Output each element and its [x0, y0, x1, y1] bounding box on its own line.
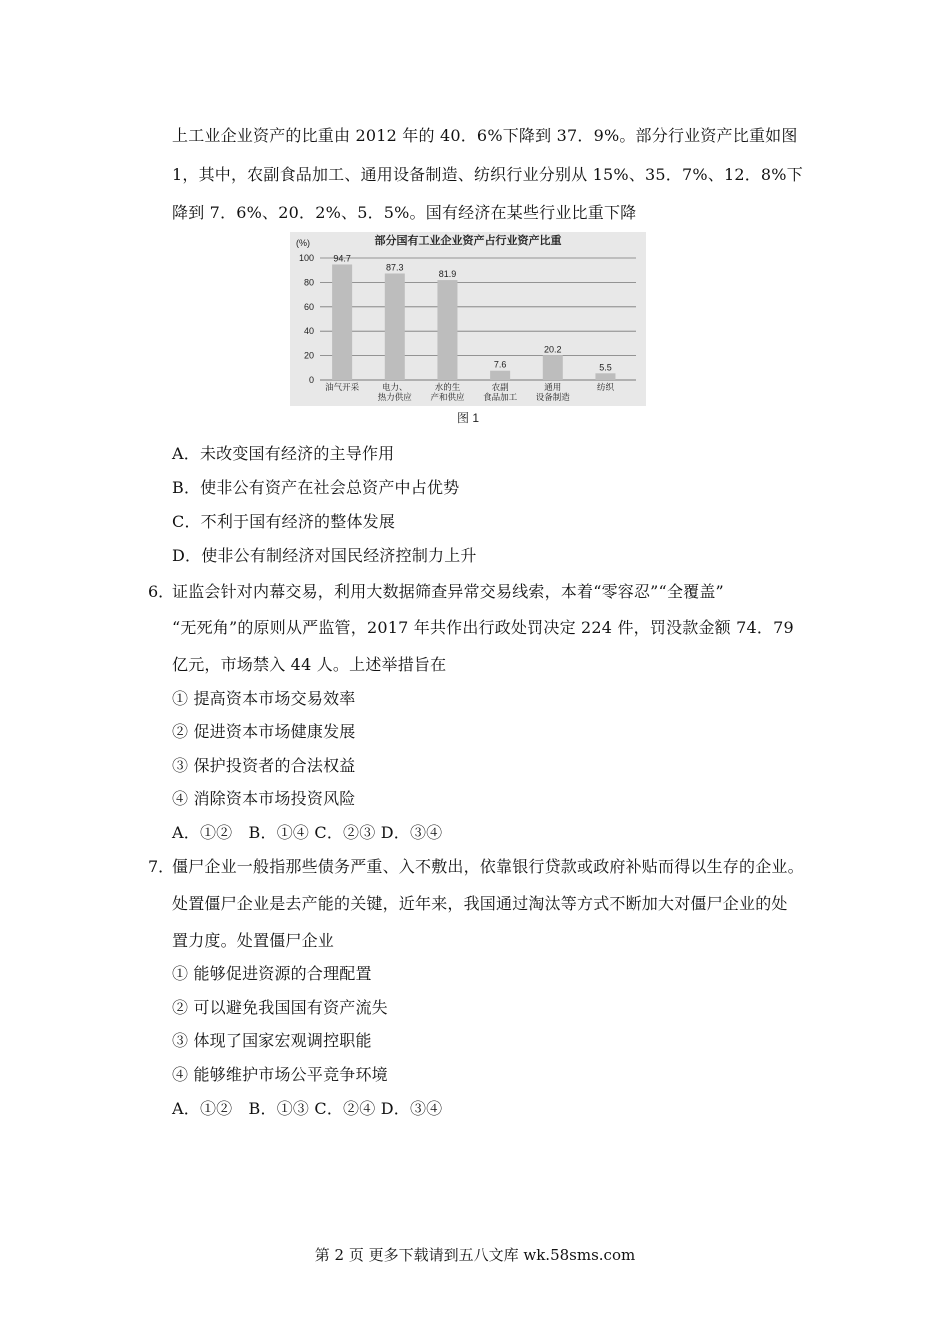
- q7-item-2: ② 可以避免我国国有资产流失: [172, 998, 388, 1017]
- bar: [595, 373, 615, 380]
- bar: [437, 280, 457, 380]
- y-tick-label: 0: [308, 375, 314, 385]
- q7-item-4: ④ 能够维护市场公平竞争环境: [172, 1065, 388, 1084]
- y-tick-label: 80: [303, 277, 314, 288]
- x-category-label: 电力、: [382, 382, 408, 392]
- q7-stem-line-3: 置力度。处置僵尸企业: [172, 931, 335, 950]
- bar-value-label: 87.3: [386, 262, 404, 273]
- bar: [385, 273, 405, 380]
- industry-asset-share-chart: [290, 232, 646, 428]
- y-tick-label: 100: [298, 253, 314, 263]
- q5-option-d: D．使非公有制经济对国民经济控制力上升: [172, 546, 477, 565]
- x-category-label: 水的生: [434, 382, 461, 392]
- q5-option-b: B．使非公有资产在社会总资产中占优势: [172, 478, 460, 497]
- q6-item-1: ① 提高资本市场交易效率: [172, 689, 356, 708]
- x-category-label: 通用: [544, 382, 562, 392]
- x-category-label: 农副: [491, 382, 509, 392]
- bar-value-label: 94.7: [333, 253, 351, 264]
- q7-item-1: ① 能够促进资源的合理配置: [172, 964, 372, 983]
- y-tick-label: 60: [303, 301, 314, 312]
- bar: [332, 264, 352, 380]
- x-category-label: 油气开采: [325, 382, 360, 392]
- page-footer: 第 2 页 更多下载请到五八文库 wk.58sms.com: [314, 1246, 636, 1264]
- x-category-label: 产和供应: [430, 392, 465, 402]
- x-category-label: 食品加工: [483, 392, 518, 402]
- q6-item-4: ④ 消除资本市场投资风险: [172, 789, 356, 808]
- bar: [543, 355, 563, 380]
- q7-item-3: ③ 体现了国家宏观调控职能: [172, 1031, 372, 1050]
- q6-stem-line-3: 亿元，市场禁入 44 人。上述举措旨在: [172, 655, 447, 674]
- q7-answers: A．①② B．①③ C．②④ D．③④: [172, 1099, 443, 1118]
- q6-item-3: ③ 保护投资者的合法权益: [172, 756, 356, 775]
- x-category-label: 纺织: [596, 382, 614, 392]
- chart-caption: 图 1: [456, 411, 480, 425]
- y-tick-label: 40: [303, 326, 314, 337]
- q6-stem-line-2: “无死角”的原则从严监管，2017 年共作出行政处罚决定 224 件，罚没款金额 74．79: [172, 618, 794, 637]
- bar: [490, 371, 510, 380]
- bar-value-label: 5.5: [599, 362, 612, 373]
- chart-y-axis-label: (%): [296, 238, 310, 248]
- chart-title: 部分国有工业企业资产占行业资产比重: [374, 235, 562, 247]
- q6-number: 6．: [148, 582, 175, 601]
- q5-option-a: A．未改变国有经济的主导作用: [172, 444, 395, 463]
- q6-answers: A．①② B．①④ C．②③ D．③④: [172, 823, 443, 842]
- intro-line-2: 1，其中，农副食品加工、通用设备制造、纺织行业分别从 15%、35．7%、12．8%下: [172, 165, 803, 184]
- q7-number: 7．: [148, 857, 175, 876]
- intro-line-3: 降到 7．6%、20．2%、5．5%。国有经济在某些行业比重下降: [172, 203, 637, 222]
- q7-stem-line-2: 处置僵尸企业是去产能的关键，近年来，我国通过淘汰等方式不断加大对僵尸企业的处: [172, 894, 788, 913]
- q7-stem-line-1: 僵尸企业一般指那些债务严重、入不敷出，依靠银行贷款或政府补贴而得以生存的企业。: [172, 857, 804, 876]
- bar-value-label: 7.6: [493, 359, 507, 370]
- q6-stem-line-1: 证监会针对内幕交易，利用大数据筛查异常交易线索，本着“零容忍”“全覆盖”: [172, 582, 724, 601]
- bar-value-label: 81.9: [438, 269, 457, 280]
- bar-value-label: 20.2: [544, 344, 562, 355]
- y-tick-label: 20: [303, 350, 314, 361]
- q5-option-c: C．不利于国有经济的整体发展: [172, 512, 396, 531]
- x-category-label: 设备制造: [535, 392, 570, 402]
- q6-item-2: ② 促进资本市场健康发展: [172, 722, 356, 741]
- intro-line-1: 上工业企业资产的比重由 2012 年的 40．6%下降到 37．9%。部分行业资产比重如图: [172, 126, 798, 145]
- x-category-label: 热力供应: [377, 392, 412, 402]
